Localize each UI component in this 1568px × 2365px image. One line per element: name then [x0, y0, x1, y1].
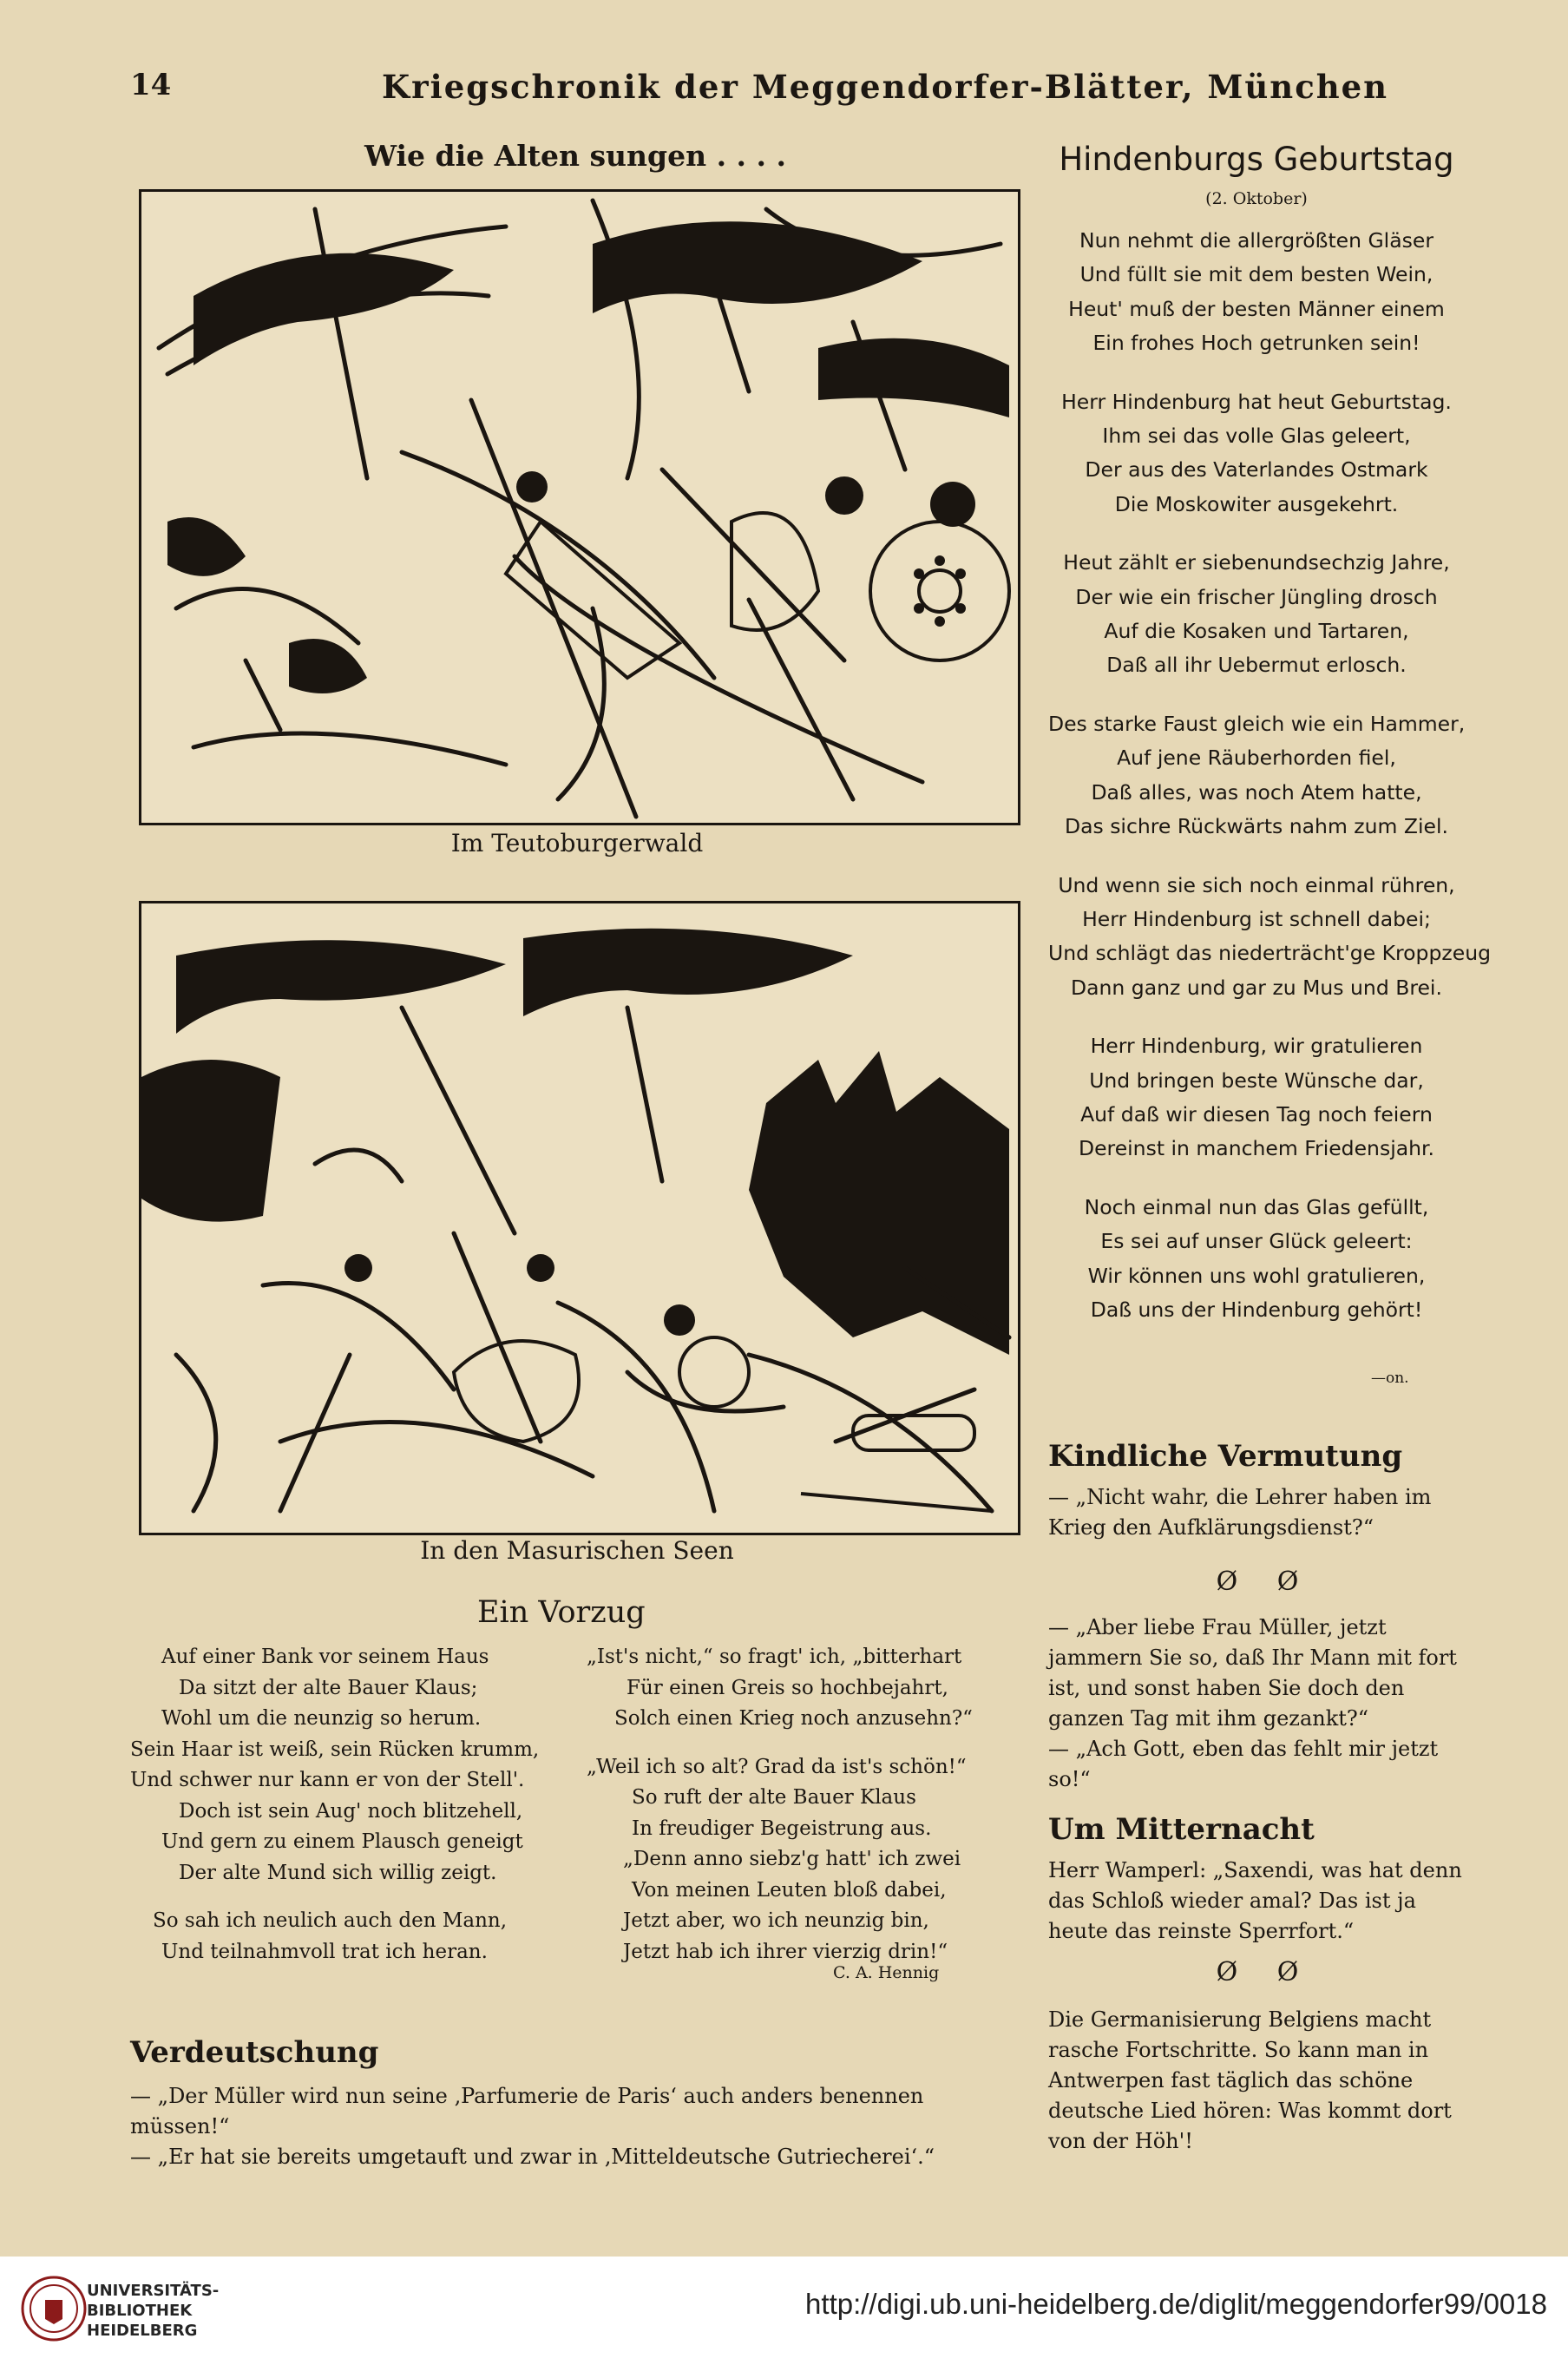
- poem-line: Auf daß wir diesen Tag noch feiern: [1080, 1101, 1433, 1127]
- mueller-dialogue: [1048, 1613, 1482, 1795]
- um-mitternacht-title: Um Mitternacht: [1048, 1812, 1315, 1847]
- poem-line: In freudiger Begeistrung aus.: [632, 1816, 932, 1840]
- illustration-teutoburg-caption: Im Teutoburgerwald: [450, 829, 704, 857]
- poem-line: Wir können uns wohl gratulieren,: [1087, 1263, 1426, 1288]
- germanisierung-text: Die Germanisierung Belgiens macht rasche Fortschritte. So kann man in Antwerpen fast täglich das schöne deutsche Lied hören: Was kommt dort von der Höh'!: [1048, 2007, 1452, 2153]
- kindliche-vermutung-title: Kindliche Vermutung: [1048, 1439, 1403, 1474]
- poem-line: Es sei auf unser Glück geleert:: [1100, 1229, 1413, 1254]
- ein-vorzug-column-1: [130, 1642, 581, 1968]
- poem-line: Und schwer nur kann er von der Stell'.: [130, 1769, 525, 1791]
- poem-line: So sah ich neulich auch den Mann,: [153, 1909, 508, 1932]
- poem-line: Da sitzt der alte Bauer Klaus;: [179, 1676, 478, 1699]
- permalink-url[interactable]: http://digi.ub.uni-heidelberg.de/diglit/meggendorfer99/0018: [805, 2288, 1547, 2320]
- poem-line: Auf jene Räuberhorden fiel,: [1117, 746, 1396, 771]
- illustration-teutoburg: [139, 189, 1020, 825]
- section-divider: Ø Ø: [1216, 1957, 1315, 1987]
- hindenburg-title: Hindenburgs Geburtstag: [1059, 141, 1454, 178]
- um-mitternacht-text: Herr Wamperl: „Saxendi, was hat denn das Schloß wieder amal? Das ist ja heute das reinste Sperrfort.“: [1048, 1858, 1462, 1943]
- poem-line: Ihm sei das volle Glas geleert,: [1102, 424, 1411, 449]
- poem-line: Heut zählt er siebenundsechzig Jahre,: [1063, 550, 1450, 575]
- ein-vorzug-column-2: [587, 1642, 1020, 1968]
- library-name: UNIVERSITÄTS- BIBLIOTHEK HEIDELBERG: [87, 2282, 220, 2340]
- poem-line: Der alte Mund sich willig zeigt.: [179, 1861, 497, 1884]
- page-header: [0, 68, 1568, 120]
- poem-line: Die Moskowiter ausgekehrt.: [1114, 491, 1399, 516]
- university-seal-icon: [19, 2274, 89, 2343]
- mueller-line-1: — „Aber liebe Frau Müller, jetzt jammern Sie so, daß Ihr Mann mit fort ist, und sonst haben Sie doch den ganzen Tag mit ihm gezankt?“: [1048, 1615, 1457, 1731]
- poem-line: Auf die Kosaken und Tartaren,: [1104, 619, 1409, 644]
- poem-line: Nun nehmt die allergrößten Gläser: [1079, 228, 1434, 253]
- poem-line: Herr Hindenburg hat heut Geburtstag.: [1061, 389, 1452, 414]
- poem-line: „Weil ich so alt? Grad da ist's schön!“: [587, 1755, 967, 1778]
- poem-line: Und bringen beste Wünsche dar,: [1089, 1068, 1424, 1093]
- poem-line-gap: [587, 1735, 1020, 1752]
- poem-line: Jetzt aber, wo ich neunzig bin,: [623, 1909, 929, 1932]
- poem-line: So ruft der alte Bauer Klaus: [632, 1786, 916, 1809]
- hindenburg-signature: —on.: [1371, 1370, 1409, 1387]
- illustration-masuren-drawing: [141, 903, 1018, 1533]
- poem-line: Heut' muß der besten Männer einem: [1068, 296, 1445, 321]
- poem-line: Dann ganz und gar zu Mus und Brei.: [1071, 975, 1442, 1000]
- running-title: Kriegschronik der Meggendorfer-Blätter, München: [382, 68, 1389, 106]
- poem-line: Jetzt hab ich ihrer vierzig drin!“: [623, 1940, 948, 1963]
- poem-line: Daß uns der Hindenburg gehört!: [1090, 1297, 1423, 1322]
- hindenburg-subtitle: (2. Oktober): [1205, 189, 1308, 208]
- poem-line: Herr Hindenburg, wir gratulieren: [1090, 1034, 1423, 1059]
- library-footer: [0, 2257, 1568, 2365]
- poem-line: „Denn anno siebz'g hatt' ich zwei: [623, 1848, 961, 1870]
- poem-line-gap: [130, 1889, 581, 1906]
- page-number: 14: [130, 68, 172, 102]
- poem-line: Des starke Faust gleich wie ein Hammer,: [1048, 711, 1466, 736]
- verdeutschung-line-1: — „Der Müller wird nun seine ‚Parfumerie de Paris‘ auch anders benennen müssen!“: [130, 2084, 924, 2138]
- poem-line: Von meinen Leuten bloß dabei,: [632, 1878, 947, 1902]
- poem-line: Solch einen Krieg noch anzusehn?“: [614, 1707, 973, 1730]
- illustration-masuren-caption: In den Masurischen Seen: [420, 1536, 734, 1565]
- illustration-masuren: [139, 901, 1020, 1535]
- poem-line: Auf einer Bank vor seinem Haus: [161, 1646, 489, 1668]
- illustration-teutoburg-drawing: [141, 192, 1018, 823]
- hindenburg-poem: [1048, 224, 1492, 1327]
- poem-line: Der aus des Vaterlandes Ostmark: [1085, 457, 1428, 483]
- verdeutschung-title: Verdeutschung: [130, 2035, 379, 2070]
- verdeutschung-body: [130, 2081, 1007, 2172]
- poem-line: Dereinst in manchem Friedensjahr.: [1079, 1136, 1434, 1161]
- poem-line: Daß alles, was noch Atem hatte,: [1091, 779, 1422, 805]
- poem-line: Und füllt sie mit dem besten Wein,: [1079, 262, 1434, 287]
- poem-line: Und teilnahmvoll trat ich heran.: [161, 1940, 488, 1963]
- poem-line: Das sichre Rückwärts nahm zum Ziel.: [1064, 814, 1448, 839]
- ein-vorzug-title: Ein Vorzug: [477, 1595, 646, 1630]
- poem-line: Und wenn sie sich noch einmal rühren,: [1058, 872, 1455, 897]
- poem-line: Noch einmal nun das Glas gefüllt,: [1084, 1194, 1429, 1219]
- poem-line: Für einen Greis so hochbejahrt,: [627, 1676, 948, 1699]
- verdeutschung-line-2: — „Er hat sie bereits umgetauft und zwar in ‚Mitteldeutsche Gutriecherei‘.“: [130, 2145, 935, 2169]
- mueller-line-2: — „Ach Gott, eben das fehlt mir jetzt so!“: [1048, 1737, 1439, 1791]
- left-column-heading: Wie die Alten sungen . . . .: [364, 139, 786, 173]
- poem-line: Doch ist sein Aug' noch blitzehell,: [179, 1799, 523, 1823]
- poem-line: Sein Haar ist weiß, sein Rücken krumm,: [130, 1738, 540, 1761]
- poem-line: Daß all ihr Uebermut erlosch.: [1106, 653, 1407, 678]
- ein-vorzug-signature: C. A. Hennig: [833, 1963, 940, 1982]
- poem-line: Und schlägt das niederträcht'ge Kroppzeug: [1048, 941, 1492, 966]
- poem-line: Und gern zu einem Plausch geneigt: [161, 1830, 523, 1853]
- poem-line: Wohl um die neunzig so herum.: [161, 1707, 482, 1730]
- poem-line: Der wie ein frischer Jüngling drosch: [1075, 584, 1438, 609]
- poem-line: Ein frohes Hoch getrunken sein!: [1092, 331, 1420, 356]
- poem-line: Herr Hindenburg ist schnell dabei;: [1082, 906, 1431, 931]
- poem-line: „Ist's nicht,“ so fragt' ich, „bitterhart: [587, 1646, 962, 1668]
- kindliche-vermutung-text: — „Nicht wahr, die Lehrer haben im Krieg den Aufklärungsdienst?“: [1048, 1485, 1432, 1540]
- section-divider: Ø Ø: [1216, 1567, 1315, 1597]
